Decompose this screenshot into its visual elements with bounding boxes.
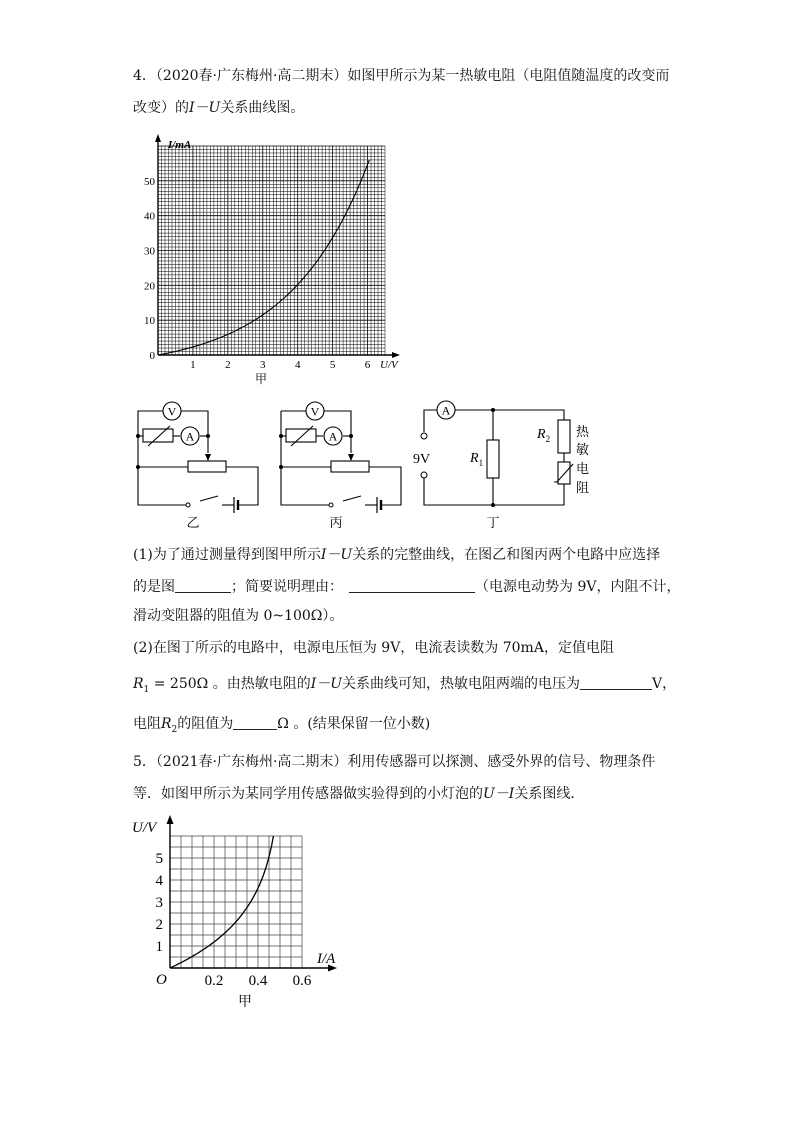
q4-p2-resistance-blank[interactable] <box>233 715 277 730</box>
q4-grid <box>158 146 385 355</box>
q5-stem-line2-c: 关系图线． <box>514 786 585 802</box>
q4-p1-line1 <box>133 545 660 565</box>
bing-slider-arrow <box>348 454 354 461</box>
ding-thermistor-label-1: 热 <box>576 424 590 439</box>
q5-y-tick-label: 2 <box>155 917 163 933</box>
q4-stem-line2-a: 改变）的 <box>133 100 189 116</box>
q4-p1-line3: 滑动变阻器的阻值为 0~100Ω）。 <box>133 608 344 624</box>
q4-y-tick-label: 0 <box>149 350 155 362</box>
q5-y-tick-label: 5 <box>155 851 163 867</box>
q4-x-tick-label: 5 <box>329 359 336 371</box>
q5-stem-line2-a: 等．如图甲所示为某同学用传感器做实验得到的小灯泡的 <box>133 786 483 802</box>
q4-p2-line3-a: 电阻 <box>133 716 161 732</box>
q5-graph-jia <box>130 812 350 1014</box>
q4-p2-line2-eq: = 250Ω 。由热敏电阻的 <box>149 676 311 692</box>
ding-thermistor-label-4: 阻 <box>576 480 590 495</box>
q4-p2-line1: (2)在图丁所示的电路中，电源电压恒为 9V，电流表读数为 70mA，定值电阻 <box>133 640 614 656</box>
q4-y-tick-label: 30 <box>144 245 155 258</box>
q4-p1-line2-c: （电源电动势为 9V，内阻不计， <box>475 579 681 595</box>
q4-p2-line2 <box>133 674 676 700</box>
q4-y-tick-label: 40 <box>144 210 155 223</box>
q4-p1-line1-c: 关系的完整曲线，在图乙和图丙两个电路中应选择 <box>352 547 661 563</box>
q5-x-axis-label: I/A <box>317 951 336 967</box>
q4-y-tick-label: 20 <box>144 280 155 293</box>
yi-ammeter-label: A <box>185 429 195 444</box>
yi-voltmeter-label: V <box>167 404 177 419</box>
q4-p2-r1-sub: 1 <box>143 684 150 695</box>
q4-p2-line3-c: Ω 。(结果保留一位小数) <box>277 716 431 732</box>
q4-p2-line2-c: 关系曲线可知，热敏电阻两端的电压为 <box>342 676 581 692</box>
q5-stem-line2 <box>133 784 584 804</box>
q4-p2-line2-d: V， <box>652 676 677 692</box>
q4-fig-caption: 甲 <box>255 372 268 386</box>
q4-p1-reason-blank[interactable] <box>349 578 475 593</box>
ding-source-label: 9V <box>413 452 431 467</box>
q4-p2-r1: R <box>133 676 144 692</box>
q4-stem-line2 <box>133 98 304 118</box>
q5-y-arrow <box>167 815 174 824</box>
q4-x-tick-label: 4 <box>294 359 301 371</box>
ding-caption: 丁 <box>486 515 500 530</box>
q4-y-axis-label: I/mA <box>168 139 192 151</box>
q4-graph-jia <box>138 132 418 390</box>
q4-x-tick-label: 2 <box>225 359 231 371</box>
q4-y-arrow <box>155 134 161 142</box>
q5-stem-line1: 5．（2021春·广东梅州·高二期末）利用传感器可以探测、感受外界的信号、物理条件 <box>133 754 656 770</box>
bing-voltmeter-label: V <box>310 404 320 419</box>
ding-r1-label: $R_1$ <box>470 451 484 468</box>
q5-stem-ui: U－I <box>483 786 515 802</box>
q4-p1-line2 <box>133 577 680 597</box>
q4-y-ticks <box>144 176 156 362</box>
q4-p2-r2-sub: 2 <box>171 724 178 735</box>
q4-x-tick-label: 1 <box>190 359 196 371</box>
circuit-yi <box>130 398 270 530</box>
q4-p1-figure-blank[interactable] <box>175 578 231 593</box>
q4-p2-line3 <box>133 714 430 740</box>
q4-y-tick-label: 10 <box>144 315 155 328</box>
q4-stem-line1: 4．（2020春·广东梅州·高二期末）如图甲所示为某一热敏电阻（电阻值随温度的改变而 <box>133 68 670 84</box>
q5-y-tick-label: 1 <box>155 939 163 955</box>
q4-p2-iu: I－U <box>310 676 343 692</box>
bing-caption: 丙 <box>329 515 343 530</box>
q4-p2-voltage-blank[interactable] <box>580 675 652 690</box>
q4-p1-iu: I－U <box>320 547 353 563</box>
q4-stem-iu: I－U <box>189 100 221 116</box>
bing-ammeter-label: A <box>328 429 338 444</box>
q4-x-tick-label: 3 <box>260 359 266 371</box>
yi-slider-arrow <box>205 454 211 461</box>
q5-origin: O <box>156 972 167 988</box>
circuit-ding <box>410 396 600 532</box>
q4-p1-line1-a: (1)为了通过测量得到图甲所示 <box>133 547 321 563</box>
q4-p2-r2: R <box>161 716 172 732</box>
q5-y-tick-label: 3 <box>155 895 163 911</box>
q4-x-arrow <box>392 352 400 358</box>
ding-thermistor-label-2: 敏 <box>576 442 590 457</box>
q4-p1-line2-b: ；简要说明理由： <box>231 579 343 595</box>
q4-p2-line3-b: 的阻值为 <box>177 716 234 732</box>
q5-fig-caption: 甲 <box>238 995 252 1010</box>
q4-stem-line2-c: 关系曲线图。 <box>220 100 305 116</box>
q5-y-ticks <box>156 851 164 955</box>
q4-y-tick-label: 50 <box>144 175 155 188</box>
q5-y-axis-label: U/V <box>132 820 157 836</box>
q4-p1-line2-a: 的是图 <box>133 579 175 595</box>
ding-r2-label: $R_2$ <box>537 427 551 444</box>
q5-x-ticks <box>205 973 312 989</box>
yi-caption: 乙 <box>186 515 200 530</box>
circuit-bing <box>273 398 413 530</box>
q5-x-tick-label: 0.6 <box>292 973 312 989</box>
q4-x-axis-label: U/V <box>380 359 398 371</box>
q5-y-tick-label: 4 <box>155 873 163 889</box>
q5-grid <box>170 836 302 968</box>
q5-x-tick-label: 0.2 <box>204 973 224 989</box>
q4-x-tick-label: 6 <box>364 359 371 371</box>
q4-x-ticks <box>190 359 371 371</box>
ding-thermistor-label-3: 电 <box>576 461 590 476</box>
ding-ammeter-label: A <box>441 403 451 418</box>
q5-x-tick-label: 0.4 <box>248 973 268 989</box>
